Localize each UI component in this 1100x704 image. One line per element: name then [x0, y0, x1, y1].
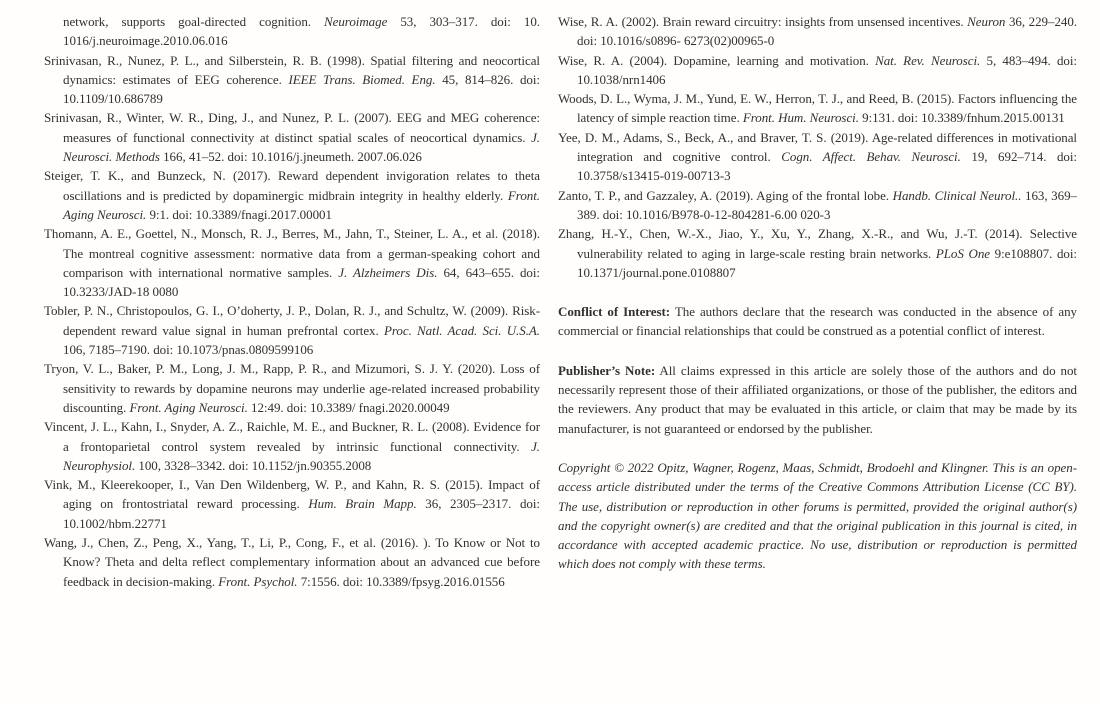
- reference-text: Vincent, J. L., Kahn, I., Snyder, A. Z., Raichle, M. E., and Buckner, R. L. (2008). Evidence for a frontoparietal control system revealed by intrinsic functional connectivity.: [44, 419, 540, 454]
- reference-item: [44, 417, 540, 475]
- publishers-note-text: All claims expressed in this article are solely those of the authors and do not necessarily represent those of their affiliated organizations, or those of the publisher, the editors and the reviewers. Any product that may be evaluated in this article, or claim that may be made by its manufacturer, is not guaranteed or endorsed by the publisher.: [558, 362, 1077, 436]
- reference-text: 36, 2305–2317. doi: 10.1002/hbm.22771: [63, 496, 540, 531]
- references-column-right: [558, 12, 1077, 574]
- conflict-of-interest-label: Conflict of Interest:: [558, 304, 671, 320]
- journal-name: J. Alzheimers Dis.: [338, 264, 438, 280]
- journal-name: J. Neurophysiol.: [63, 438, 540, 473]
- reference-text: Steiger, T. K., and Bunzeck, N. (2017). Reward dependent invigoration relates to theta oscillations and is predicted by dopaminergic midbrain integrity in healthy elderly.: [44, 168, 540, 203]
- journal-name: Proc. Natl. Acad. Sci. U.S.A.: [383, 322, 540, 338]
- journal-name: Cogn. Affect. Behav. Neurosci.: [781, 149, 961, 165]
- reference-item: [44, 301, 540, 359]
- publishers-note-label: Publisher’s Note:: [558, 362, 656, 378]
- reference-text: 45, 814–826. doi: 10.1109/10.686789: [63, 71, 540, 107]
- reference-text: Vink, M., Kleerekooper, I., Van Den Wildenberg, W. P., and Kahn, R. S. (2015). Impact of aging on frontostriatal reward processing.: [44, 477, 540, 512]
- journal-name: IEEE Trans. Biomed. Eng.: [288, 71, 436, 87]
- reference-item: [558, 12, 1077, 51]
- reference-text: 53, 303–317. doi: 10. 1016/j.neuroimage.2010.06.016: [63, 14, 540, 49]
- reference-item: [558, 186, 1077, 225]
- reference-item: [44, 166, 540, 224]
- reference-text: 106, 7185–7190. doi: 10.1073/pnas.0809599106: [63, 342, 314, 358]
- reference-text: Wang, J., Chen, Z., Peng, X., Yang, T., Li, P., Cong, F., et al. (2016). ). To Know or Not to Know? Theta and delta reflect complementary information about an advanced cue before feedback in decision-making.: [44, 535, 540, 589]
- reference-text: 9:1. doi: 10.3389/fnagi.2017.00001: [146, 206, 332, 222]
- reference-text: 9:131. doi: 10.3389/fnhum.2015.00131: [858, 110, 1065, 126]
- reference-text: Wise, R. A. (2002). Brain reward circuitry: insights from unsensed incentives.: [558, 14, 968, 29]
- journal-name: Nat. Rev. Neurosci.: [875, 52, 981, 68]
- reference-text: 166, 41–52. doi: 10.1016/j.jneumeth. 2007.06.026: [159, 149, 422, 165]
- conflict-of-interest-text: The authors declare that the research was conducted in the absence of any commercial or financial relationships that could be construed as a potential conflict of interest.: [558, 304, 1077, 339]
- journal-name: Neuroimage: [324, 14, 388, 29]
- reference-item: [558, 51, 1077, 90]
- reference-item: [44, 475, 540, 533]
- reference-item: [44, 12, 540, 51]
- journal-name: Handb. Clinical Neurol..: [892, 187, 1022, 203]
- reference-text: Srinivasan, R., Nunez, P. L., and Silberstein, R. B. (1998). Spatial filtering and neocortical dynamics: estimates of EEG coherence.: [44, 52, 540, 87]
- reference-item: [44, 533, 540, 591]
- reference-text: network, supports goal-directed cognition.: [63, 14, 325, 29]
- reference-text: 5, 483–494. doi: 10.1038/nrn1406: [577, 52, 1077, 87]
- reference-item: [44, 359, 540, 417]
- reference-text: Zhang, H.-Y., Chen, W.-X., Jiao, Y., Xu, Y., Zhang, X.-R., and Wu, J.-T. (2014). Selective vulnerability related to aging in large-scale resting brain networks.: [558, 226, 1077, 261]
- reference-text: 19, 692–714. doi: 10.3758/s13415-019-00713-3: [577, 149, 1077, 184]
- reference-text: Tryon, V. L., Baker, P. M., Long, J. M., Rapp, P. R., and Mizumori, S. J. Y. (2020). Loss of sensitivity to rewards by dopamine neurons may underlie age-related increased probability discounting.: [44, 361, 540, 415]
- journal-name: Front. Aging Neurosci.: [129, 399, 248, 415]
- reference-text: Woods, D. L., Wyma, J. M., Yund, E. W., Herron, T. J., and Reed, B. (2015). Factors influencing the latency of simple reaction time.: [558, 91, 1077, 126]
- journal-name: Front. Aging Neurosci.: [63, 187, 540, 222]
- reference-text: Wise, R. A. (2004). Dopamine, learning and motivation.: [558, 52, 876, 68]
- references-list-right: [558, 12, 1077, 282]
- references-column-left: [44, 12, 540, 591]
- journal-name: Front. Psychol.: [218, 573, 298, 589]
- journal-name: Hum. Brain Mapp.: [308, 496, 417, 512]
- reference-item: [558, 89, 1077, 128]
- reference-text: Thomann, A. E., Goettel, N., Monsch, R. J., Berres, M., Jahn, T., Steiner, L. A., et al. (2018). The montreal cognitive assessment: normative data from a german-speaking cohort and comparison with international normative samples.: [44, 226, 540, 280]
- reference-text: 64, 643–655. doi: 10.3233/JAD-18 0080: [63, 264, 540, 300]
- journal-name: J. Neurosci. Methods: [63, 129, 540, 165]
- reference-text: 100, 3328–3342. doi: 10.1152/jn.90355.2008: [135, 457, 372, 473]
- reference-text: Yee, D. M., Adams, S., Beck, A., and Braver, T. S. (2019). Age-related differences in motivational integration and cognitive control.: [558, 129, 1077, 165]
- reference-item: [558, 128, 1077, 186]
- publishers-note: [558, 361, 1077, 438]
- reference-item: [44, 51, 540, 109]
- journal-name: PLoS One: [935, 245, 990, 261]
- copyright-statement: Copyright © 2022 Opitz, Wagner, Rogenz, Maas, Schmidt, Brodoehl and Klingner. This is an open-access article distributed under the terms of the Creative Commons Attribution License (CC BY). The use, distribution or reproduction in other forums is permitted, provided the original author(s) and the copyright owner(s) are credited and that the original publication in this journal is cited, in accordance with accepted academic practice. No use, distribution or reproduction is permitted which does not comply with these terms.: [558, 459, 1077, 572]
- reference-item: [558, 224, 1077, 282]
- reference-text: 7:1556. doi: 10.3389/fpsyg.2016.01556: [297, 573, 505, 589]
- reference-item: [44, 108, 540, 166]
- journal-name: Neuron: [967, 14, 1006, 29]
- conflict-of-interest-note: [558, 302, 1077, 341]
- reference-text: Srinivasan, R., Winter, W. R., Ding, J., and Nunez, P. L. (2007). EEG and MEG coherence: measures of functional connectivity at distinct spatial scales of neocortical dynamics.: [44, 110, 540, 145]
- journal-name: Front. Hum. Neurosci.: [742, 110, 859, 126]
- reference-text: Zanto, T. P., and Gazzaley, A. (2019). Aging of the frontal lobe.: [558, 187, 893, 203]
- reference-text: Tobler, P. N., Christopoulos, G. I., O’doherty, J. P., Dolan, R. J., and Schultz, W. (2009). Risk-dependent reward value signal in human prefrontal cortex.: [44, 303, 540, 338]
- reference-item: [44, 224, 540, 301]
- reference-text: 163, 369–389. doi: 10.1016/B978-0-12-804281-6.00 020-3: [577, 187, 1077, 222]
- reference-text: 9:e108807. doi: 10.1371/journal.pone.0108807: [577, 245, 1077, 280]
- reference-text: 12:49. doi: 10.3389/ fnagi.2020.00049: [247, 399, 450, 415]
- reference-text: 36, 229–240. doi: 10.1016/s0896- 6273(02)00965-0: [577, 14, 1077, 49]
